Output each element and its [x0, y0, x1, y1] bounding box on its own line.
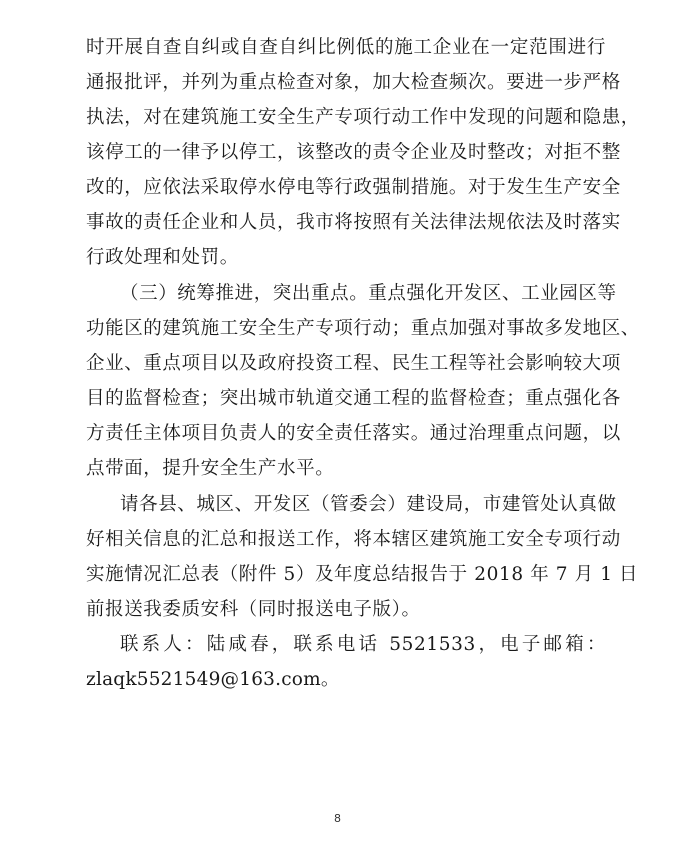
- text-line: 时开展自查自纠或自查自纠比例低的施工企业在一定范围进行: [86, 37, 606, 58]
- email-line: zlaqk5521549@163.com。: [86, 669, 340, 690]
- text-line: 点带面，提升安全生产水平。: [86, 458, 335, 479]
- text-line: 方责任主体项目负责人的安全责任落实。通过治理重点问题，以: [86, 423, 621, 444]
- paragraph-start-line: 请各县、城区、开发区（管委会）建设局，市建管处认真做: [120, 494, 617, 515]
- text-line: 好相关信息的汇总和报送工作，将本辖区建筑施工安全专项行动: [86, 529, 621, 550]
- text-line: 企业、重点项目以及政府投资工程、民生工程等社会影响较大项: [86, 353, 621, 374]
- text-line: 实施情况汇总表（附件 5）及年度总结报告于 2018 年 7 月 1 日: [86, 564, 639, 585]
- contact-line: 联系人：陆咸春，联系电话 5521533，电子邮箱：: [120, 634, 606, 655]
- text-line: 通报批评，并列为重点检查对象，加大检查频次。要进一步严格: [86, 72, 621, 93]
- text-line: 事故的责任企业和人员，我市将按照有关法律法规依法及时落实: [86, 212, 621, 233]
- text-line: 功能区的建筑施工安全生产专项行动；重点加强对事故多发地区、: [86, 318, 640, 339]
- page-number: 8: [334, 812, 341, 825]
- text-line: 行政处理和处罚。: [86, 247, 239, 268]
- section-heading-line: （三）统筹推进，突出重点。重点强化开发区、工业园区等: [120, 283, 617, 304]
- text-line: 目的监督检查；突出城市轨道交通工程的监督检查；重点强化各: [86, 388, 621, 409]
- text-line: 改的，应依法采取停水停电等行政强制措施。对于发生生产安全: [86, 177, 621, 198]
- text-line: 前报送我委质安科（同时报送电子版）。: [86, 599, 421, 620]
- text-line: 执法，对在建筑施工安全生产专项行动工作中发现的问题和隐患，: [86, 107, 640, 128]
- text-line: 该停工的一律予以停工，该整改的责令企业及时整改；对拒不整: [86, 142, 621, 163]
